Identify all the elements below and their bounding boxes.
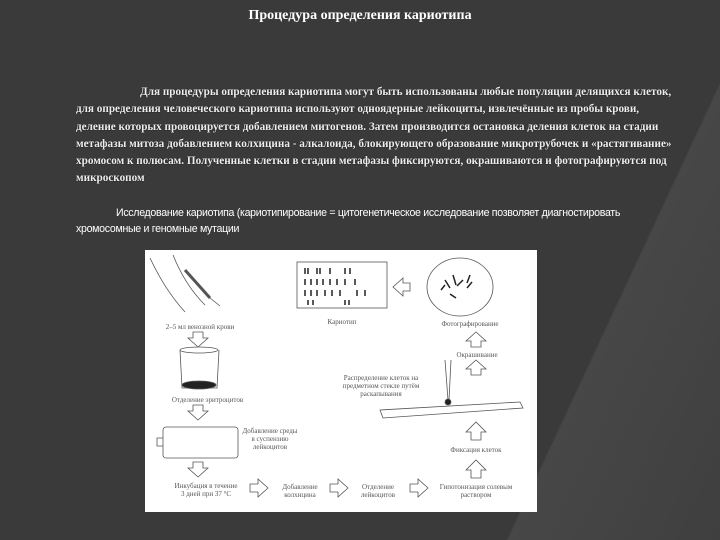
label-blood: 2–5 мл венозной крови	[165, 323, 235, 331]
label-incubation: Инкубация в течение 3 дней при 37 °С	[174, 482, 238, 498]
metaphase-cell-icon	[427, 258, 493, 316]
label-karyotype: Кариотип	[327, 318, 357, 326]
label-medium: Добавление среды в суспензию лейкоцитов	[242, 427, 298, 451]
syringe-arm-icon	[150, 255, 220, 312]
slide-title: Процедура определения кариотипа	[248, 8, 472, 23]
left-arrow-icon	[393, 278, 410, 296]
flask-icon	[157, 427, 238, 458]
label-staining: Окрашивание	[456, 351, 498, 359]
label-photo: Фотографирование	[441, 320, 499, 328]
paragraph-text: Для процедуры определения кариотипа могут быть использованы любые популяции делящихся клеток, для определения человеческого кариотипа используют одноядерные лейкоциты, извлечённые из пробы крови, деление которых провоцируется добавлением митогенов. Затем производится остановка деления клеток на стадии метафазы митоза добавлением колхицина - алкалоида, блокирующего образование микротрубочек и «растягивание» хромосом к полюсам. Полученные клетки в стадии метафазы фиксируются, окрашиваются и фотографируются под микроскопом	[76, 86, 672, 185]
label-erythrocytes: Отделение эритроцитов	[171, 396, 244, 404]
label-colchicine: Добавление колхицина	[282, 483, 318, 499]
karyotype-procedure-diagram	[145, 250, 537, 512]
beaker-icon	[180, 347, 219, 389]
label-leukocytes: Отделение лейкоцитов	[360, 483, 396, 499]
label-spreading: Распределение клеток на предметном стекле путём раскапывания	[342, 374, 420, 398]
paragraph-text: Исследование кариотипа (кариотипирование = цитогенетическое исследование позволяет диагностировать хромосомные и геномные мутации	[76, 207, 621, 235]
paragraph-procedure	[76, 84, 676, 188]
label-fixation: Фиксация клеток	[450, 446, 502, 454]
down-arrow-icon	[188, 332, 208, 477]
karyotype-chart-icon	[297, 262, 387, 308]
label-hypotonic: Гипотонизация солевым раствором	[439, 483, 513, 499]
paragraph-karyotyping	[76, 205, 676, 237]
